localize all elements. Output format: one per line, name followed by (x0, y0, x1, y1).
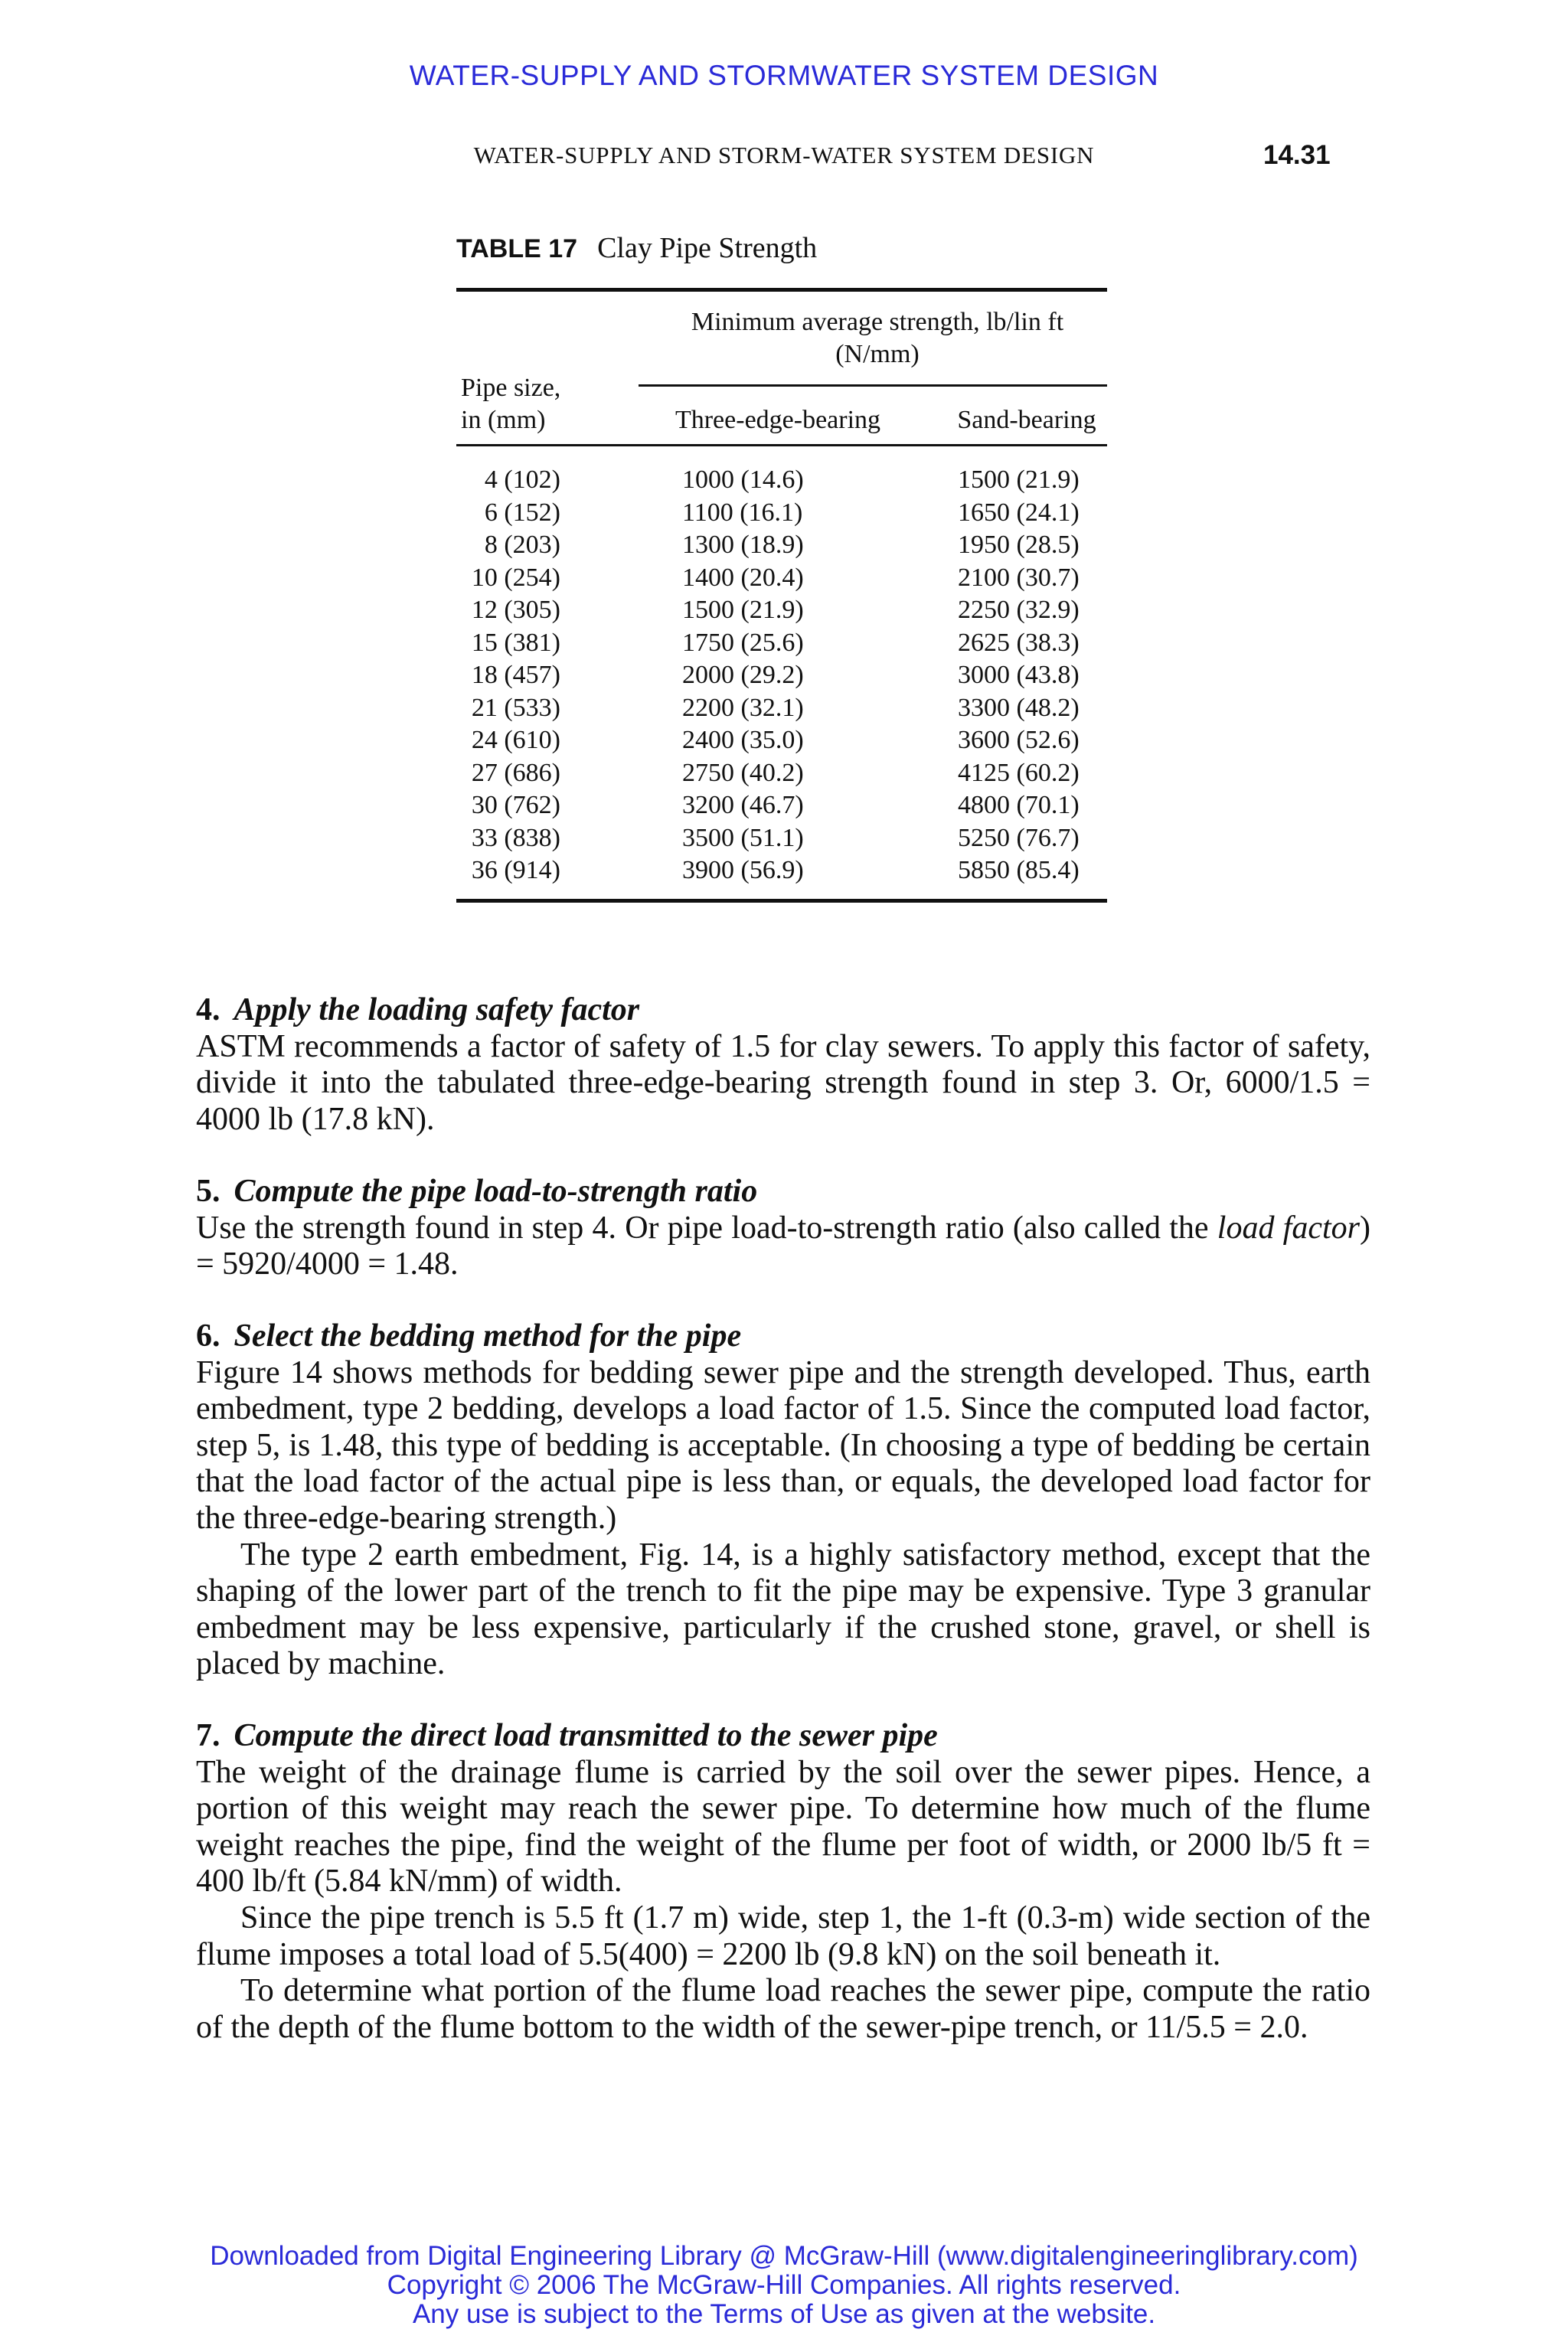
step-6-title: Select the bedding method for the pipe (234, 1318, 742, 1354)
step-5-paragraph (196, 1210, 1370, 1283)
running-head: WATER-SUPPLY AND STORM-WATER SYSTEM DESIGN (473, 142, 1095, 168)
sand-bearing-cell: 1950 (28.5) (958, 531, 1080, 559)
footer-line-3: Any use is subject to the Terms of Use as given at the website. (412, 2299, 1156, 2329)
pipe-size-cell: 18 (457) (471, 661, 560, 689)
pipe-size-cell: 33 (838) (471, 823, 560, 852)
step-4 (196, 992, 1370, 1138)
pipe-size-cell: 4 (102) (484, 466, 560, 494)
sand-bearing-cell: 5850 (85.4) (958, 856, 1080, 884)
pipe-size-cell: 36 (914) (471, 856, 560, 884)
footer-line-2: Copyright © 2006 The McGraw-Hill Companies. All rights reserved. (387, 2270, 1181, 2300)
step-6-paragraph-2: The type 2 earth embedment, Fig. 14, is a highly satisfactory method, except that the shaping of the lower part of the trench to fit the pipe may be expensive. Type 3 granular embedment may be less expensive, particularly if the crushed stone, gravel, or shell is placed by machine. (196, 1537, 1370, 1682)
footer-line-1: Downloaded from Digital Engineering Library @ McGraw-Hill (www.digitalengineeringlibrary.com) (210, 2241, 1358, 2271)
group-header-rule (639, 384, 1107, 387)
step-4-heading (196, 992, 1370, 1029)
sand-bearing-cell: 4125 (60.2) (958, 758, 1080, 787)
step-5-number: 5. (196, 1174, 220, 1209)
col-header-three-edge: Three-edge-bearing (675, 406, 881, 434)
three-edge-bearing-cell: 1500 (21.9) (682, 596, 804, 624)
three-edge-bearing-cell: 3900 (56.9) (682, 856, 804, 884)
pipe-size-cell: 24 (610) (471, 726, 560, 754)
step-7-paragraph-1: The weight of the drainage flume is carried by the soil over the sewer pipes. Hence, a portion of this weight may reach the sewer pipe. To determine how much of the flume weight reaches the pipe, find the weight of the flume per foot of width, or 2000 lb/5 ft = 400 lb/ft (5.84 kN/mm) of width. (196, 1754, 1370, 1900)
step-4-title: Apply the loading safety factor (234, 992, 640, 1027)
three-edge-bearing-cell: 2000 (29.2) (682, 661, 804, 689)
copyright-footer (0, 2242, 1568, 2329)
pipe-size-cell: 27 (686) (471, 758, 560, 787)
download-banner: WATER-SUPPLY AND STORMWATER SYSTEM DESIGN (409, 60, 1159, 91)
three-edge-bearing-cell: 1100 (16.1) (682, 498, 803, 527)
three-edge-bearing-cell: 3500 (51.1) (682, 823, 804, 852)
pipe-size-cell: 15 (381) (471, 628, 560, 657)
step-7-heading (196, 1718, 1370, 1755)
step-4-paragraph: ASTM recommends a factor of safety of 1.5 for clay sewers. To apply this factor of safety, divide it into the tabulated three-edge-bearing strength found in step 3. Or, 6000/1.5 = 4000 lb (17.8 kN). (196, 1028, 1370, 1137)
step-4-number: 4. (196, 992, 220, 1027)
sand-bearing-cell: 2625 (38.3) (958, 628, 1080, 657)
table-top-rule (456, 288, 1107, 292)
sand-bearing-cell: 3300 (48.2) (958, 693, 1080, 722)
step-7-title: Compute the direct load transmitted to the sewer pipe (234, 1718, 938, 1753)
step-6-number: 6. (196, 1318, 220, 1354)
col-header-sand: Sand-bearing (957, 406, 1096, 434)
three-edge-bearing-cell: 1750 (25.6) (682, 628, 804, 657)
three-edge-bearing-cell: 2750 (40.2) (682, 758, 804, 787)
sand-bearing-cell: 2100 (30.7) (958, 563, 1080, 592)
step-7-paragraph-2: Since the pipe trench is 5.5 ft (1.7 m) wide, step 1, the 1-ft (0.3-m) wide section of the flume imposes a total load of 5.5(400) = 2200 lb (9.8 kN) on the soil beneath it. (196, 1900, 1370, 1972)
group-header-line2: (N/mm) (835, 340, 920, 368)
step-5-emphasis: load factor (1217, 1210, 1360, 1246)
page-number: 14.31 (1263, 140, 1331, 170)
table-bottom-rule (456, 899, 1107, 903)
group-header (648, 306, 1107, 371)
group-header-line1: Minimum average strength, lb/lin ft (691, 308, 1064, 336)
sand-bearing-cell: 2250 (32.9) (958, 596, 1080, 624)
sand-bearing-cell: 5250 (76.7) (958, 823, 1080, 852)
step-5-text-b: ) = 5920/4000 = 1.48. (196, 1210, 1370, 1282)
sand-bearing-cell: 1500 (21.9) (958, 466, 1080, 494)
three-edge-bearing-cell: 2400 (35.0) (682, 726, 804, 754)
pipe-size-cell: 12 (305) (471, 596, 560, 624)
three-edge-bearing-cell: 2200 (32.1) (682, 693, 804, 722)
pipe-size-cell: 30 (762) (471, 791, 560, 819)
step-6-heading (196, 1318, 1370, 1355)
step-7 (196, 1718, 1370, 2046)
step-6 (196, 1318, 1370, 1683)
table-title: Clay Pipe Strength (597, 232, 818, 264)
sand-bearing-cell: 3600 (52.6) (958, 726, 1080, 754)
three-edge-bearing-cell: 1000 (14.6) (682, 466, 804, 494)
step-7-paragraph-3: To determine what portion of the flume load reaches the sewer pipe, compute the ratio of the depth of the flume bottom to the width of the sewer-pipe trench, or 11/5.5 = 2.0. (196, 1973, 1370, 2045)
step-5-heading (196, 1174, 1370, 1210)
pipe-size-cell: 6 (152) (484, 498, 560, 527)
three-edge-bearing-cell: 1300 (18.9) (682, 531, 804, 559)
sand-bearing-cell: 4800 (70.1) (958, 791, 1080, 819)
step-5-title: Compute the pipe load-to-strength ratio (234, 1174, 758, 1209)
step-6-paragraph-1: Figure 14 shows methods for bedding sewer pipe and the strength developed. Thus, earth embedment, type 2 bedding, develops a load factor of 1.5. Since the computed load factor, step 5, is 1.48, this type of bedding is acceptable. (In choosing a type of bedding be certain that the load factor of the actual pipe is less than, or equals, the developed load factor for the three-edge-bearing strength.) (196, 1354, 1370, 1536)
step-5 (196, 1174, 1370, 1283)
table-caption (456, 231, 817, 265)
table-label: TABLE 17 (456, 234, 578, 263)
step-7-number: 7. (196, 1718, 220, 1753)
pipe-size-cell: 10 (254) (471, 563, 560, 592)
pipe-size-cell: 8 (203) (484, 531, 560, 559)
col1-header-line1: Pipe size, (461, 374, 561, 402)
col-header-pipe-size (461, 372, 560, 436)
col1-header-line2: in (mm) (461, 406, 546, 434)
three-edge-bearing-cell: 1400 (20.4) (682, 563, 804, 592)
three-edge-bearing-cell: 3200 (46.7) (682, 791, 804, 819)
header-bottom-rule (456, 444, 1107, 446)
sand-bearing-cell: 1650 (24.1) (958, 498, 1080, 527)
step-5-text-a: Use the strength found in step 4. Or pipe load-to-strength ratio (also called the (196, 1210, 1217, 1246)
pipe-size-cell: 21 (533) (471, 693, 560, 722)
sand-bearing-cell: 3000 (43.8) (958, 661, 1080, 689)
